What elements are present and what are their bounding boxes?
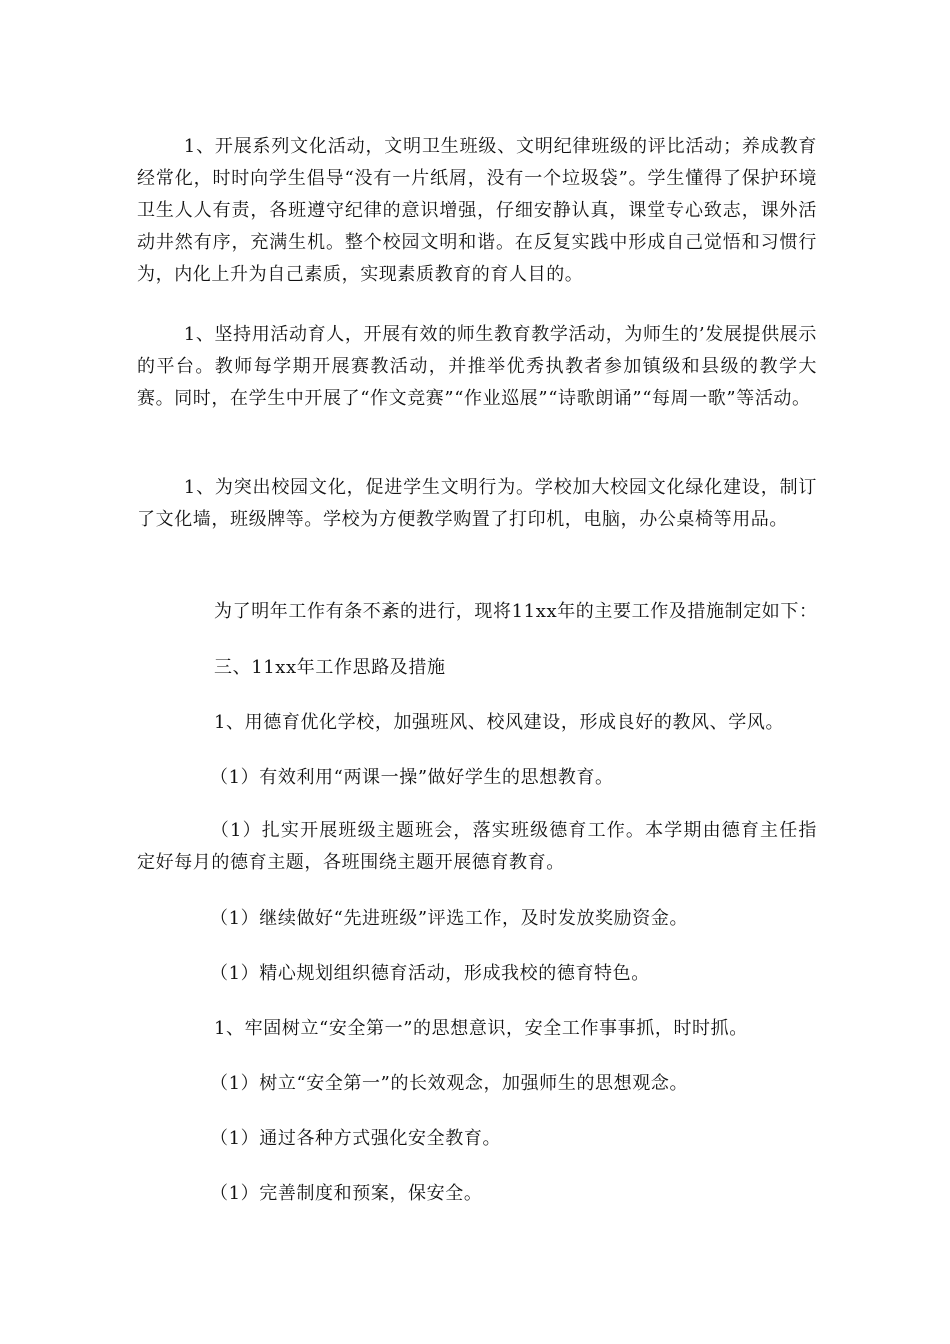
paragraph-teaching-activities: 1、坚持用活动育人，开展有效的师生教育教学活动，为师生的’发展提供展示的平台。教师每学期开展赛教活动，并推举优秀执教者参加镇级和县级的教学大赛。同时，在学生中开展了“作文竞赛”“作业巡展”“诗歌朗诵”“每周一歌”等活动。 [137, 324, 817, 409]
item2-sub-2: （1）通过各种方式强化安全教育。 [210, 1128, 502, 1149]
item1-sub-1: （1）有效利用“两课一操”做好学生的思想教育。 [210, 767, 614, 788]
item2-sub-3: （1）完善制度和预案，保安全。 [210, 1183, 483, 1204]
item1-title: 1、用德育优化学校，加强班风、校风建设，形成良好的教风、学风。 [214, 712, 785, 733]
paragraph-culture-activities: 1、开展系列文化活动，文明卫生班级、文明纪律班级的评比活动；养成教育经常化，时时向学生倡导“没有一片纸屑，没有一个垃圾袋”。学生懂得了保护环境卫生人人有责，各班遵守纪律的意识增强，仔细安静认真，课堂专心致志，课外活动井然有序，充满生机。整个校园文明和谐。在反复实践中形成自己觉悟和习惯行为，内化上升为自己素质，实现素质教育的育人目的。 [137, 136, 817, 285]
item1-sub-3: （1）继续做好“先进班级”评选工作，及时发放奖励资金。 [210, 908, 689, 929]
item2-title: 1、牢固树立“安全第一”的思想意识，安全工作事事抓，时时抓。 [214, 1018, 748, 1039]
intro-line: 为了明年工作有条不紊的进行，现将11xx年的主要工作及措施制定如下： [214, 601, 818, 622]
item2-sub-1: （1）树立“安全第一”的长效观念，加强师生的思想观念。 [210, 1073, 689, 1094]
item1-sub-2: （1）扎实开展班级主题班会，落实班级德育工作。本学期由德育主任指定好每月的德育主题，各班围绕主题开展德育教育。 [137, 820, 817, 873]
section-heading: 三、11xx年工作思路及措施 [214, 657, 446, 678]
item1-sub-4: （1）精心规划组织德育活动，形成我校的德育特色。 [210, 963, 650, 984]
paragraph-campus-culture: 1、为突出校园文化，促进学生文明行为。学校加大校园文化绿化建设，制订了文化墙，班级牌等。学校为方便教学购置了打印机，电脑，办公桌椅等用品。 [137, 477, 817, 530]
